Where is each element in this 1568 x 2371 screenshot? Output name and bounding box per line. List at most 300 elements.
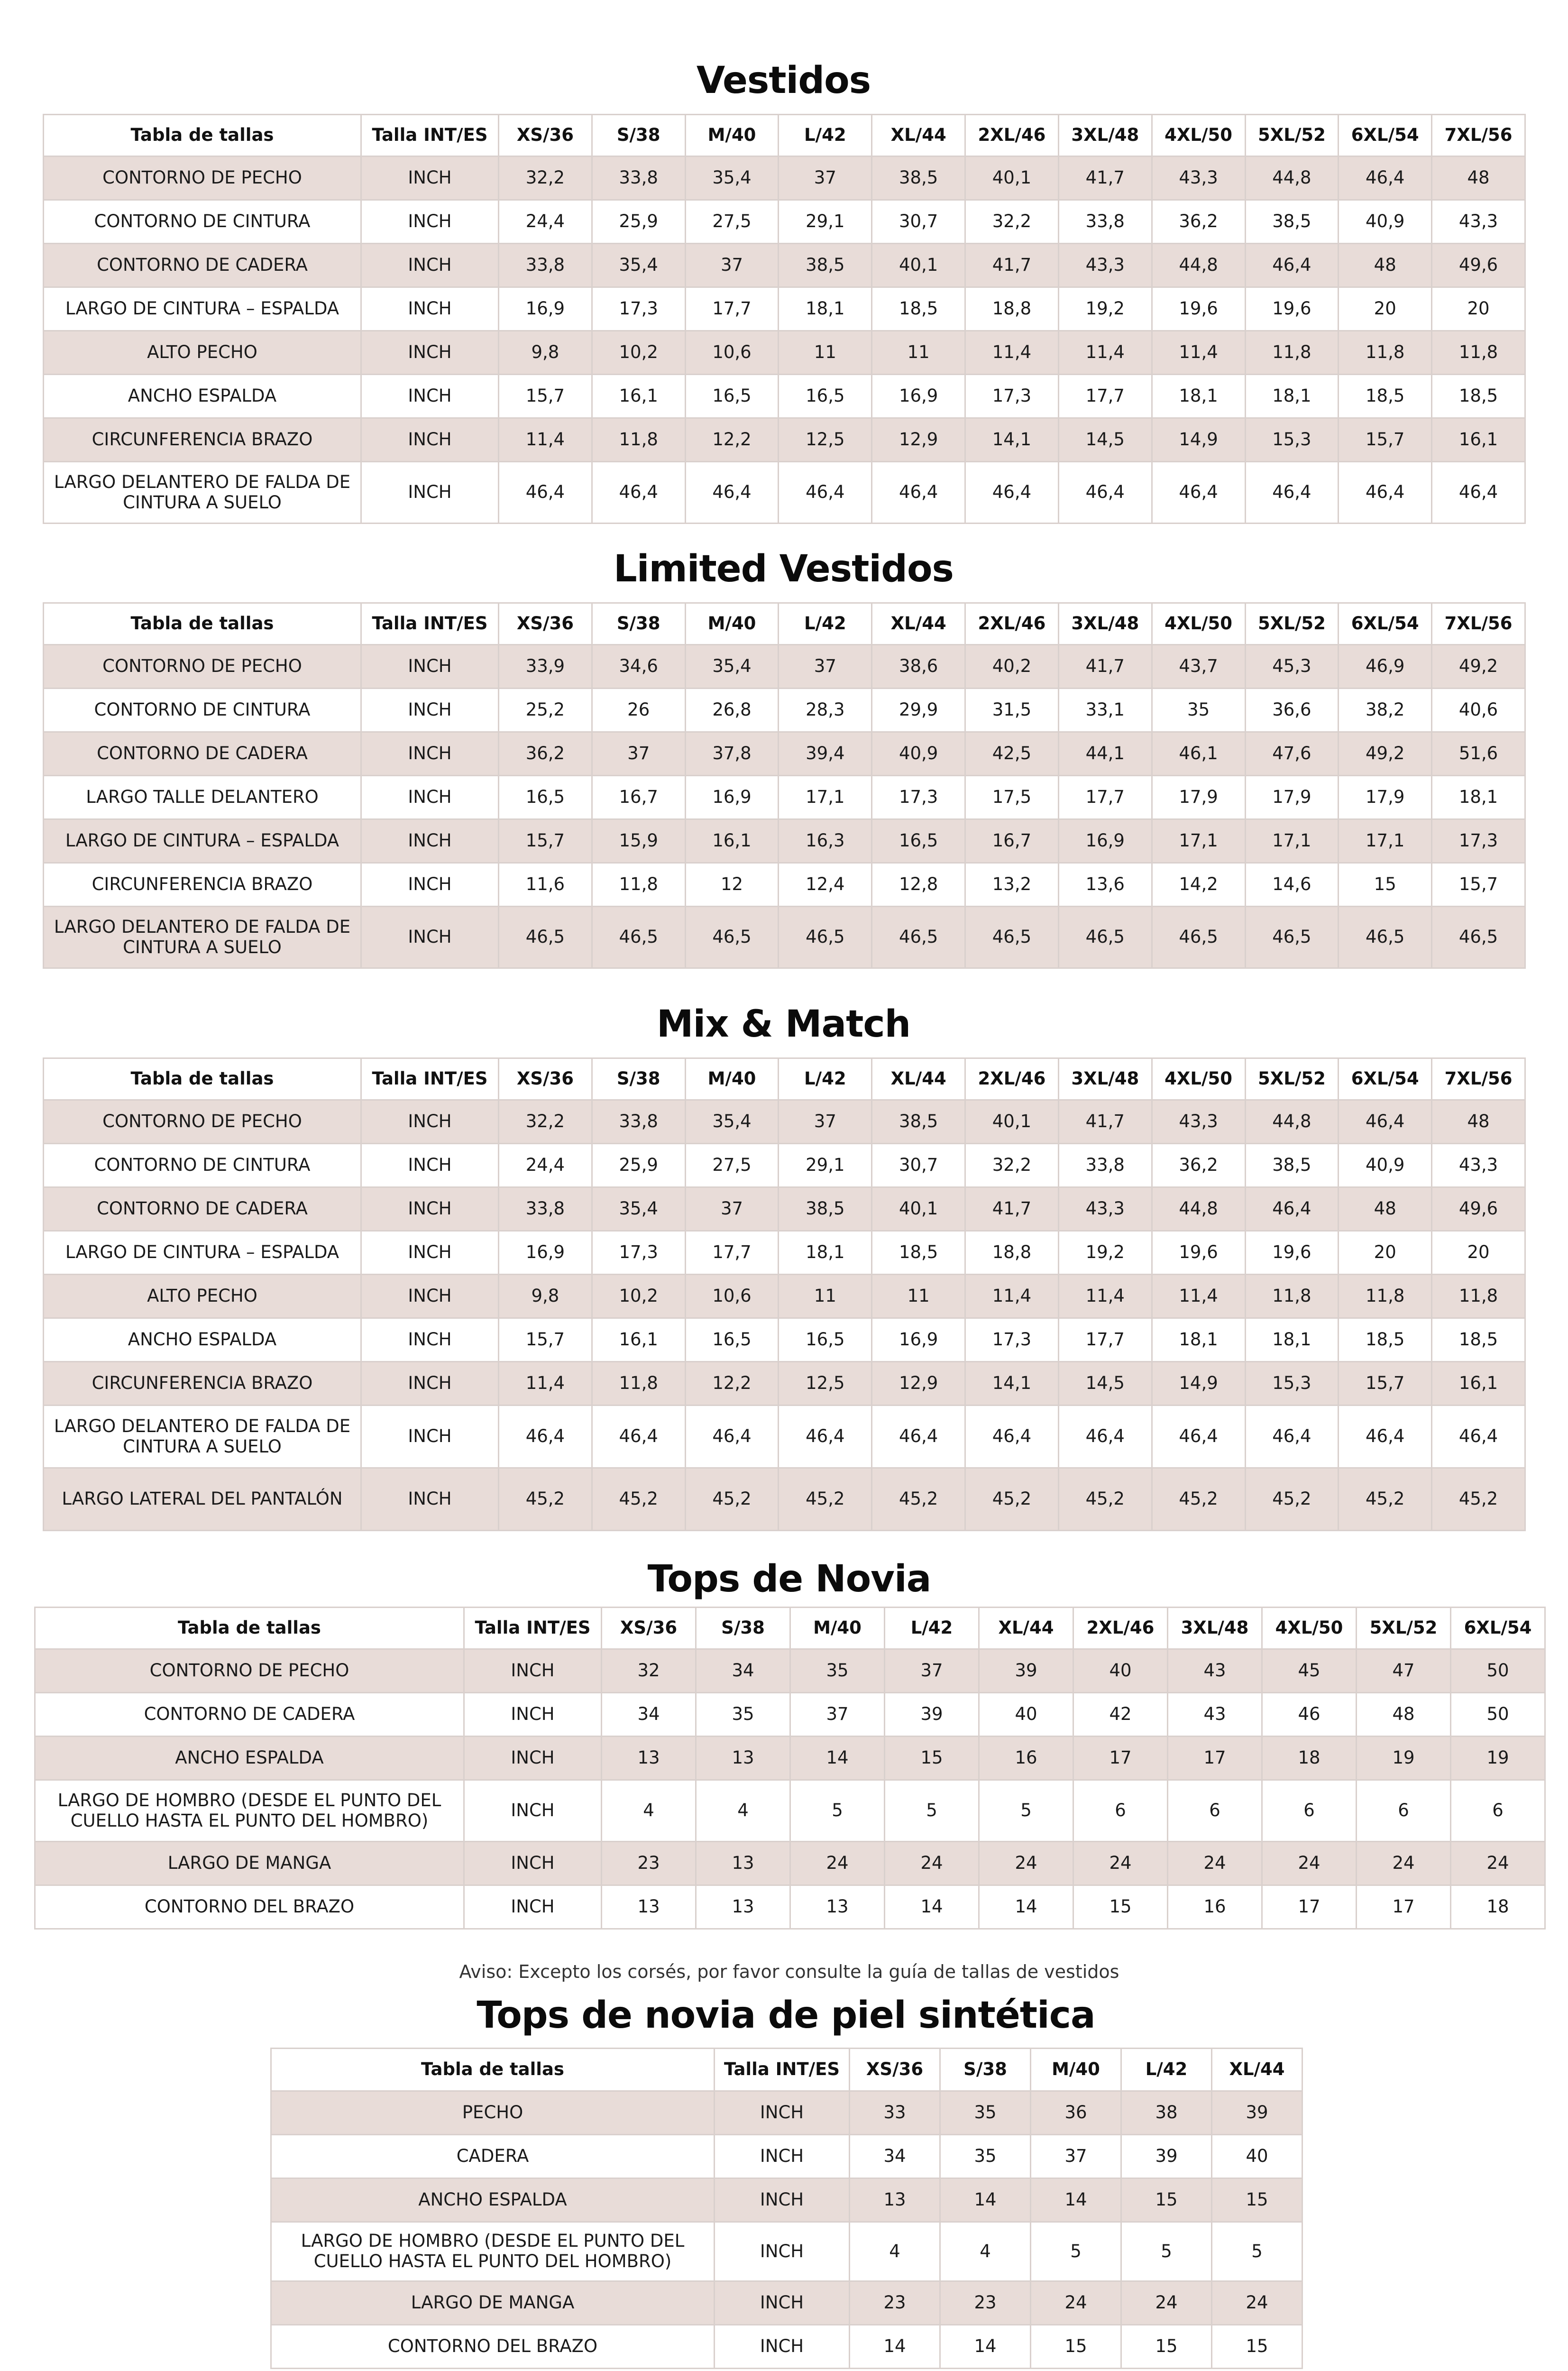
size-value: 15 [1121, 2325, 1212, 2369]
size-value: 33,9 [499, 645, 592, 689]
size-table [43, 114, 1526, 524]
size-value: 37,8 [685, 732, 779, 776]
size-value: 43,3 [1152, 156, 1245, 200]
size-value: 17 [1262, 1885, 1357, 1929]
column-header: XS/36 [499, 115, 592, 156]
size-value: 41,7 [965, 244, 1059, 287]
column-header: 7XL/56 [1432, 115, 1525, 156]
table-row [44, 907, 1525, 968]
size-value: 18,1 [1432, 776, 1525, 819]
size-value: 15,7 [499, 819, 592, 863]
size-value: 18,1 [779, 1231, 872, 1275]
size-value: 17,1 [1339, 819, 1432, 863]
size-value: 46,4 [1432, 1406, 1525, 1468]
size-value: 15 [1031, 2325, 1121, 2369]
column-header: 3XL/48 [1058, 115, 1152, 156]
size-value: 34 [602, 1693, 696, 1737]
unit-cell: INCH [361, 863, 499, 907]
size-value: 35,4 [685, 156, 779, 200]
section-title: Vestidos [696, 59, 871, 102]
size-value: 13 [602, 1737, 696, 1780]
unit-cell: INCH [464, 1842, 602, 1885]
size-value: 45,2 [1339, 1468, 1432, 1531]
unit-cell: INCH [361, 1468, 499, 1531]
size-value: 45,2 [499, 1468, 592, 1531]
size-value: 16,9 [685, 776, 779, 819]
size-value: 19 [1451, 1737, 1545, 1780]
size-value: 49,6 [1432, 1187, 1525, 1231]
table-row [44, 244, 1525, 287]
size-value: 11,8 [1245, 1275, 1339, 1318]
column-header: 4XL/50 [1152, 1058, 1245, 1100]
column-header: L/42 [885, 1608, 979, 1649]
table-row [44, 1362, 1525, 1406]
size-value: 50 [1451, 1649, 1545, 1693]
size-value: 14 [790, 1737, 885, 1780]
size-value: 38,5 [1245, 1144, 1339, 1187]
size-value: 24 [1168, 1842, 1262, 1885]
unit-cell: INCH [715, 2325, 850, 2369]
table-row [271, 2135, 1302, 2178]
size-value: 46,4 [1339, 156, 1432, 200]
size-value: 37 [779, 1100, 872, 1144]
size-value: 30,7 [872, 200, 965, 244]
measurement-label: PECHO [271, 2091, 715, 2135]
size-value: 16,5 [685, 1318, 779, 1362]
size-value: 11,4 [1058, 331, 1152, 375]
size-value: 16,5 [779, 1318, 872, 1362]
size-value: 17 [1357, 1885, 1451, 1929]
size-value: 46,4 [1245, 462, 1339, 524]
size-value: 18 [1262, 1737, 1357, 1780]
size-value: 14,6 [1245, 863, 1339, 907]
column-header: XL/44 [1212, 2049, 1302, 2091]
size-value: 16,5 [779, 375, 872, 418]
unit-cell: INCH [361, 1362, 499, 1406]
column-header: 4XL/50 [1152, 115, 1245, 156]
size-value: 17,1 [1245, 819, 1339, 863]
column-header: Tabla de tallas [271, 2049, 715, 2091]
column-header: XL/44 [979, 1608, 1073, 1649]
size-value: 33,8 [1058, 200, 1152, 244]
size-value: 27,5 [685, 200, 779, 244]
column-header: 3XL/48 [1168, 1608, 1262, 1649]
size-value: 16,5 [872, 819, 965, 863]
size-value: 46,4 [1339, 462, 1432, 524]
size-value: 17,7 [1058, 776, 1152, 819]
size-value: 46,4 [872, 1406, 965, 1468]
unit-cell: INCH [361, 418, 499, 462]
column-header: 4XL/50 [1152, 603, 1245, 645]
size-value: 43 [1168, 1693, 1262, 1737]
size-value: 11,8 [1339, 331, 1432, 375]
size-value: 19,2 [1058, 1231, 1152, 1275]
size-value: 17,7 [1058, 375, 1152, 418]
size-value: 5 [1031, 2222, 1121, 2281]
size-table [43, 1057, 1526, 1531]
size-value: 12,9 [872, 1362, 965, 1406]
unit-cell: INCH [464, 1780, 602, 1842]
size-value: 14 [1031, 2178, 1121, 2222]
column-header: 6XL/54 [1339, 1058, 1432, 1100]
size-value: 11 [872, 331, 965, 375]
size-value: 24 [790, 1842, 885, 1885]
size-value: 46,4 [965, 462, 1059, 524]
size-value: 45,2 [779, 1468, 872, 1531]
size-value: 46,4 [1245, 1187, 1339, 1231]
column-header: 7XL/56 [1432, 603, 1525, 645]
size-value: 18,1 [1152, 1318, 1245, 1362]
size-table [270, 2048, 1303, 2369]
size-value: 14,2 [1152, 863, 1245, 907]
column-header: L/42 [1121, 2049, 1212, 2091]
unit-cell: INCH [715, 2178, 850, 2222]
size-value: 15 [1073, 1885, 1168, 1929]
size-value: 25,9 [592, 1144, 685, 1187]
size-value: 33,8 [592, 1100, 685, 1144]
size-value: 12,2 [685, 418, 779, 462]
size-value: 11,4 [499, 418, 592, 462]
size-value: 29,1 [779, 200, 872, 244]
size-value: 46,1 [1152, 732, 1245, 776]
size-value: 16,7 [592, 776, 685, 819]
size-value: 9,8 [499, 1275, 592, 1318]
size-value: 17,9 [1245, 776, 1339, 819]
size-value: 13 [850, 2178, 940, 2222]
column-header: Talla INT/ES [361, 603, 499, 645]
unit-cell: INCH [361, 462, 499, 524]
size-value: 29,9 [872, 689, 965, 732]
size-value: 46,4 [872, 462, 965, 524]
measurement-label: CONTORNO DEL BRAZO [271, 2325, 715, 2369]
size-value: 16,5 [499, 776, 592, 819]
size-value: 13,2 [965, 863, 1059, 907]
size-value: 46,5 [779, 907, 872, 968]
size-value: 39 [1121, 2135, 1212, 2178]
size-value: 40,1 [872, 1187, 965, 1231]
size-value: 12,5 [779, 418, 872, 462]
unit-cell: INCH [715, 2091, 850, 2135]
measurement-label: CONTORNO DEL BRAZO [35, 1885, 464, 1929]
table-row [44, 819, 1525, 863]
measurement-label: CONTORNO DE CINTURA [44, 689, 361, 732]
size-value: 48 [1432, 1100, 1525, 1144]
size-value: 43 [1168, 1649, 1262, 1693]
size-value: 18,5 [1339, 375, 1432, 418]
unit-cell: INCH [464, 1693, 602, 1737]
size-value: 4 [940, 2222, 1031, 2281]
unit-cell: INCH [361, 156, 499, 200]
size-value: 45,2 [592, 1468, 685, 1531]
size-value: 40,9 [1339, 1144, 1432, 1187]
measurement-label: CONTORNO DE PECHO [44, 1100, 361, 1144]
size-value: 51,6 [1432, 732, 1525, 776]
size-value: 11 [779, 1275, 872, 1318]
size-value: 14,5 [1058, 1362, 1152, 1406]
measurement-label: CIRCUNFERENCIA BRAZO [44, 1362, 361, 1406]
size-value: 46,4 [779, 1406, 872, 1468]
column-header: Tabla de tallas [44, 115, 361, 156]
measurement-label: ANCHO ESPALDA [44, 1318, 361, 1362]
size-value: 14,9 [1152, 418, 1245, 462]
measurement-label: CONTORNO DE CADERA [44, 244, 361, 287]
size-value: 39 [1212, 2091, 1302, 2135]
size-value: 18 [1451, 1885, 1545, 1929]
size-value: 46,4 [965, 1406, 1059, 1468]
size-value: 15,7 [1339, 1362, 1432, 1406]
size-value: 46,4 [685, 1406, 779, 1468]
table-header-row [44, 1058, 1525, 1100]
size-value: 16,1 [1432, 418, 1525, 462]
size-value: 47 [1357, 1649, 1451, 1693]
size-value: 6 [1262, 1780, 1357, 1842]
size-value: 18,1 [1245, 1318, 1339, 1362]
column-header: M/40 [685, 1058, 779, 1100]
size-value: 32,2 [499, 1100, 592, 1144]
column-header: Talla INT/ES [361, 115, 499, 156]
size-value: 46,4 [1058, 1406, 1152, 1468]
size-value: 46,4 [1432, 462, 1525, 524]
size-value: 46,4 [1152, 462, 1245, 524]
measurement-label: CONTORNO DE PECHO [44, 156, 361, 200]
measurement-label: CONTORNO DE PECHO [35, 1649, 464, 1693]
size-value: 12,4 [779, 863, 872, 907]
size-value: 40,1 [872, 244, 965, 287]
size-value: 44,1 [1058, 732, 1152, 776]
column-header: XL/44 [872, 603, 965, 645]
column-header: XS/36 [602, 1608, 696, 1649]
column-header: 2XL/46 [1073, 1608, 1168, 1649]
size-value: 16,9 [1058, 819, 1152, 863]
size-value: 6 [1357, 1780, 1451, 1842]
table-header-row [271, 2049, 1302, 2091]
column-header: Talla INT/ES [361, 1058, 499, 1100]
size-value: 15 [1339, 863, 1432, 907]
measurement-label: LARGO DE CINTURA – ESPALDA [44, 819, 361, 863]
size-value: 33 [850, 2091, 940, 2135]
size-value: 16,9 [872, 375, 965, 418]
size-value: 50 [1451, 1693, 1545, 1737]
size-value: 49,6 [1432, 244, 1525, 287]
size-value: 5 [790, 1780, 885, 1842]
size-value: 39 [979, 1649, 1073, 1693]
table-row [44, 200, 1525, 244]
size-value: 11 [872, 1275, 965, 1318]
size-value: 15 [1121, 2178, 1212, 2222]
size-value: 9,8 [499, 331, 592, 375]
size-value: 19,6 [1245, 287, 1339, 331]
size-value: 35 [1152, 689, 1245, 732]
size-value: 35,4 [685, 1100, 779, 1144]
size-value: 48 [1339, 244, 1432, 287]
size-value: 19,2 [1058, 287, 1152, 331]
table-row [271, 2178, 1302, 2222]
size-value: 14,9 [1152, 1362, 1245, 1406]
table-row [44, 462, 1525, 524]
size-value: 43,3 [1058, 1187, 1152, 1231]
size-value: 14 [979, 1885, 1073, 1929]
table-row [44, 287, 1525, 331]
column-header: Tabla de tallas [44, 603, 361, 645]
size-value: 14,1 [965, 1362, 1059, 1406]
size-value: 24 [979, 1842, 1073, 1885]
size-value: 14 [850, 2325, 940, 2369]
table-row [44, 1100, 1525, 1144]
size-value: 15,7 [499, 375, 592, 418]
size-value: 4 [602, 1780, 696, 1842]
size-value: 11,8 [1245, 331, 1339, 375]
column-header: 6XL/54 [1451, 1608, 1545, 1649]
size-value: 12,9 [872, 418, 965, 462]
unit-cell: INCH [361, 287, 499, 331]
size-value: 17,1 [779, 776, 872, 819]
size-value: 24 [1121, 2281, 1212, 2325]
size-value: 16 [1168, 1885, 1262, 1929]
unit-cell: INCH [361, 645, 499, 689]
size-value: 17,3 [592, 287, 685, 331]
size-value: 14 [940, 2325, 1031, 2369]
column-header: Tabla de tallas [44, 1058, 361, 1100]
size-value: 41,7 [1058, 156, 1152, 200]
column-header: S/38 [592, 1058, 685, 1100]
size-value: 20 [1339, 287, 1432, 331]
size-value: 18,1 [1245, 375, 1339, 418]
measurement-label: CONTORNO DE PECHO [44, 645, 361, 689]
size-value: 45 [1262, 1649, 1357, 1693]
size-value: 37 [779, 156, 872, 200]
size-value: 4 [850, 2222, 940, 2281]
size-value: 5 [885, 1780, 979, 1842]
table-header-row [44, 603, 1525, 645]
size-value: 45,2 [1432, 1468, 1525, 1531]
size-value: 12,5 [779, 1362, 872, 1406]
section-title: Mix & Match [656, 1003, 911, 1046]
size-value: 33,8 [592, 156, 685, 200]
table-row [35, 1737, 1545, 1780]
size-value: 14,5 [1058, 418, 1152, 462]
unit-cell: INCH [361, 1318, 499, 1362]
size-table [34, 1607, 1546, 1930]
column-header: 7XL/56 [1432, 1058, 1525, 1100]
size-value: 11,8 [1432, 331, 1525, 375]
size-value: 18,5 [872, 287, 965, 331]
unit-cell: INCH [715, 2135, 850, 2178]
size-value: 15 [1212, 2325, 1302, 2369]
section-title: Limited Vestidos [614, 548, 954, 590]
size-value: 11,4 [965, 1275, 1059, 1318]
column-header: M/40 [685, 603, 779, 645]
section-note: Aviso: Excepto los corsés, por favor consulte la guía de tallas de vestidos [459, 1961, 1119, 1982]
size-value: 38,5 [872, 1100, 965, 1144]
table-row [44, 1187, 1525, 1231]
unit-cell: INCH [361, 1187, 499, 1231]
size-value: 15 [1212, 2178, 1302, 2222]
size-value: 11,8 [592, 863, 685, 907]
size-value: 46,5 [685, 907, 779, 968]
size-value: 15,7 [499, 1318, 592, 1362]
column-header: Talla INT/ES [464, 1608, 602, 1649]
size-value: 44,8 [1245, 1100, 1339, 1144]
measurement-label: LARGO DE HOMBRO (DESDE EL PUNTO DEL CUELLO HASTA EL PUNTO DEL HOMBRO) [35, 1780, 464, 1842]
size-value: 38,6 [872, 645, 965, 689]
size-value: 17,1 [1152, 819, 1245, 863]
measurement-label: CONTORNO DE CADERA [44, 732, 361, 776]
unit-cell: INCH [361, 1100, 499, 1144]
size-value: 11,4 [1152, 331, 1245, 375]
size-value: 43,3 [1058, 244, 1152, 287]
size-value: 36,6 [1245, 689, 1339, 732]
size-value: 24 [1451, 1842, 1545, 1885]
measurement-label: LARGO DELANTERO DE FALDA DE CINTURA A SUELO [44, 1406, 361, 1468]
measurement-label: LARGO DE HOMBRO (DESDE EL PUNTO DEL CUELLO HASTA EL PUNTO DEL HOMBRO) [271, 2222, 715, 2281]
size-value: 40 [1212, 2135, 1302, 2178]
measurement-label: CONTORNO DE CINTURA [44, 200, 361, 244]
column-header: XL/44 [872, 1058, 965, 1100]
size-value: 43,3 [1152, 1100, 1245, 1144]
measurement-label: LARGO DE CINTURA – ESPALDA [44, 1231, 361, 1275]
size-value: 46,4 [1245, 1406, 1339, 1468]
column-header: 2XL/46 [965, 1058, 1059, 1100]
size-value: 33,8 [1058, 1144, 1152, 1187]
section-title: Tops de Novia [647, 1558, 931, 1600]
size-value: 20 [1432, 287, 1525, 331]
size-value: 36,2 [499, 732, 592, 776]
size-value: 27,5 [685, 1144, 779, 1187]
size-value: 5 [1121, 2222, 1212, 2281]
size-value: 42 [1073, 1693, 1168, 1737]
size-value: 40 [979, 1693, 1073, 1737]
size-value: 16,5 [685, 375, 779, 418]
unit-cell: INCH [361, 1231, 499, 1275]
size-value: 45,2 [1245, 1468, 1339, 1531]
size-value: 18,1 [779, 287, 872, 331]
size-value: 17,7 [1058, 1318, 1152, 1362]
size-value: 46,4 [499, 1406, 592, 1468]
size-value: 46,5 [1152, 907, 1245, 968]
column-header: 2XL/46 [965, 115, 1059, 156]
size-value: 18,5 [1432, 375, 1525, 418]
size-value: 13 [696, 1885, 790, 1929]
size-value: 38,5 [872, 156, 965, 200]
table-row [271, 2222, 1302, 2281]
size-value: 19 [1357, 1737, 1451, 1780]
unit-cell: INCH [361, 375, 499, 418]
table-row [44, 1468, 1525, 1531]
size-value: 5 [1212, 2222, 1302, 2281]
column-header: XS/36 [499, 1058, 592, 1100]
size-value: 13 [696, 1842, 790, 1885]
size-value: 42,5 [965, 732, 1059, 776]
column-header: XS/36 [850, 2049, 940, 2091]
size-value: 15,7 [1432, 863, 1525, 907]
size-value: 18,1 [1152, 375, 1245, 418]
column-header: 5XL/52 [1245, 603, 1339, 645]
size-value: 35 [790, 1649, 885, 1693]
size-value: 48 [1339, 1187, 1432, 1231]
size-value: 23 [850, 2281, 940, 2325]
size-value: 44,8 [1245, 156, 1339, 200]
size-value: 46,4 [1339, 1100, 1432, 1144]
column-header: 5XL/52 [1357, 1608, 1451, 1649]
size-value: 17 [1168, 1737, 1262, 1780]
size-value: 31,5 [965, 689, 1059, 732]
size-value: 44,8 [1152, 1187, 1245, 1231]
size-value: 40 [1073, 1649, 1168, 1693]
table-row [44, 645, 1525, 689]
size-value: 6 [1168, 1780, 1262, 1842]
size-value: 20 [1339, 1231, 1432, 1275]
table-row [44, 156, 1525, 200]
